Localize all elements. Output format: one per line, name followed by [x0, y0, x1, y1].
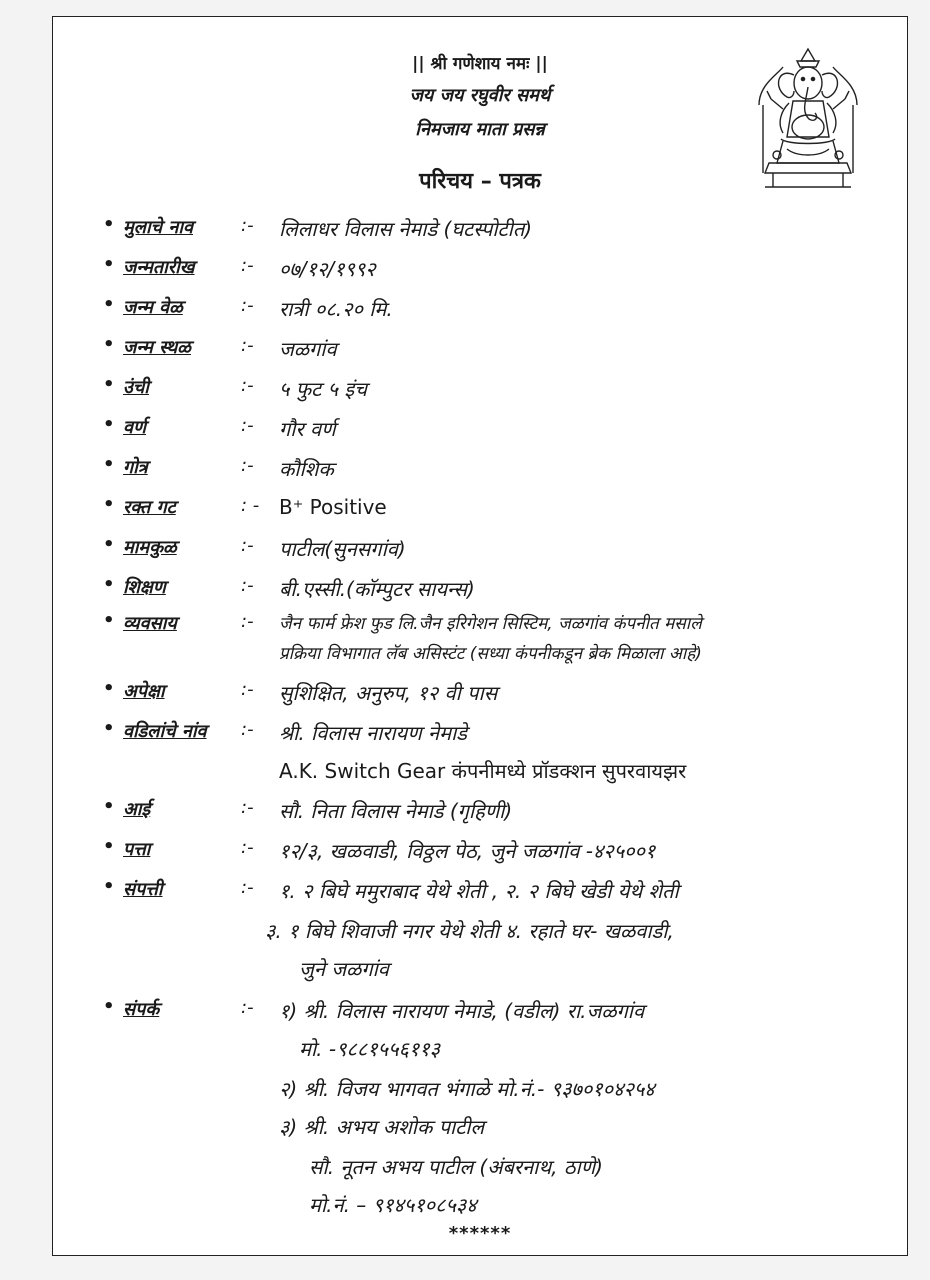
field-row: [53, 611, 907, 641]
biodata-page: [52, 16, 908, 1256]
blessing-line-1: जय जय रघुवीर समर्थ: [409, 85, 551, 106]
field-row: [53, 455, 907, 485]
field-label: जन्म वेळ: [123, 297, 183, 318]
contact-line-5: सौ. नूतन अभय पाटील (अंबरनाथ, ठाणे): [309, 1155, 603, 1179]
ganesha-illustration: [753, 45, 863, 195]
field-separator: : -: [241, 495, 260, 516]
bullet-icon: •: [103, 718, 115, 739]
field-row: [53, 877, 907, 907]
field-separator: :-: [241, 679, 254, 700]
field-separator: :-: [241, 837, 254, 858]
field-value: रात्री ०८.२० मि.: [279, 297, 393, 321]
bullet-icon: •: [103, 796, 115, 817]
property-line-3: जुने जळगांव: [299, 957, 389, 981]
field-value: ५ फुट ५ इंच: [279, 377, 367, 401]
bullet-icon: •: [103, 294, 115, 315]
field-label: उंची: [123, 377, 149, 398]
contact-line-4: ३) श्री. अभय अशोक पाटील: [279, 1115, 485, 1139]
field-label: रक्त गट: [123, 497, 176, 518]
field-separator: :-: [241, 255, 254, 276]
bullet-icon: •: [103, 574, 115, 595]
field-label: शिक्षण: [123, 577, 166, 598]
father-occupation: A.K. Switch Gear कंपनीमध्ये प्रॉडक्शन सुपरवायझर: [279, 759, 687, 783]
invocation-line: || श्री गणेशाय नमः ||: [412, 54, 548, 74]
field-label: व्यवसाय: [123, 613, 177, 634]
field-label: मामकुळ: [123, 537, 177, 558]
field-separator: :-: [241, 375, 254, 396]
bullet-icon: •: [103, 214, 115, 235]
field-value: पाटील(सुनसगांव): [279, 537, 406, 561]
field-row: [53, 495, 907, 525]
field-label: आई: [123, 799, 151, 820]
bullet-icon: •: [103, 414, 115, 435]
field-row: [53, 575, 907, 605]
field-row: [53, 375, 907, 405]
field-value: गौर वर्ण: [279, 417, 336, 441]
field-row: [53, 415, 907, 445]
field-row: [53, 679, 907, 709]
field-value: १) श्री. विलास नारायण नेमाडे, (वडील) रा.जळगांव: [279, 999, 645, 1023]
field-value: सुशिक्षित, अनुरुप, १२ वी पास: [279, 681, 498, 705]
field-separator: :-: [241, 575, 254, 596]
field-value: लिलाधर विलास नेमाडे (घटस्पोटीत): [279, 217, 533, 241]
page-title: परिचय – पत्रक: [419, 169, 541, 194]
field-separator: :-: [241, 611, 254, 632]
bullet-icon: •: [103, 876, 115, 897]
field-value: १. २ बिघे ममुराबाद येथे शेती , २. २ बिघे खेडी येथे शेती: [279, 879, 679, 903]
field-separator: :-: [241, 335, 254, 356]
field-value: B⁺ Positive: [279, 495, 387, 519]
field-value: सौ. निता विलास नेमाडे (गृहिणी): [279, 799, 513, 823]
bullet-icon: •: [103, 996, 115, 1017]
field-separator: :-: [241, 455, 254, 476]
field-label: जन्मतारीख: [123, 257, 195, 278]
field-label: पत्ता: [123, 839, 151, 860]
field-row: [53, 255, 907, 285]
field-label: मुलाचे नाव: [123, 217, 193, 238]
blessing-line-2: निमजाय माता प्रसन्न: [415, 119, 545, 140]
field-value: बी.एस्सी.(कॉम्पुटर सायन्स): [279, 577, 475, 601]
field-separator: :-: [241, 877, 254, 898]
field-separator: :-: [241, 719, 254, 740]
field-value: जैन फार्म फ्रेश फुड लि.जैन इरिगेशन सिस्टिम, जळगांव कंपनीत मसाले: [279, 614, 702, 634]
contact-line-3: २) श्री. विजय भागवत भंगाळे मो.नं.- ९३७०१०४२५४: [279, 1077, 655, 1101]
field-separator: :-: [241, 415, 254, 436]
contact-line-6: मो.नं. – ९१४५१०८५३४: [309, 1193, 477, 1217]
bullet-icon: •: [103, 534, 115, 555]
field-value: जळगांव: [279, 337, 337, 361]
field-separator: :-: [241, 295, 254, 316]
bullet-icon: •: [103, 678, 115, 699]
footer-stars: ******: [448, 1223, 512, 1244]
occupation-line-2: प्रक्रिया विभागात लॅब असिस्टंट (सध्या कंपनीकडून ब्रेक मिळाला आहे): [279, 644, 702, 664]
property-line-2: ३. १ बिघे शिवाजी नगर येथे शेती ४. रहाते घर- खळवाडी,: [265, 919, 674, 943]
field-label: वडिलांचे नांव: [123, 721, 207, 742]
bullet-icon: •: [103, 334, 115, 355]
field-row: [53, 335, 907, 365]
field-value: ०७/१२/१९९२: [279, 257, 376, 281]
field-row: [53, 535, 907, 565]
contact-line-2: मो. -९८८१५५६११३: [299, 1037, 441, 1061]
field-row: [53, 997, 907, 1027]
field-row: [53, 797, 907, 827]
field-row: [53, 837, 907, 867]
field-label: अपेक्षा: [123, 681, 165, 702]
field-label: संपर्क: [123, 999, 160, 1020]
bullet-icon: •: [103, 254, 115, 275]
field-separator: :-: [241, 215, 254, 236]
field-row: [53, 719, 907, 749]
field-label: संपत्ती: [123, 879, 163, 900]
field-row: [53, 295, 907, 325]
field-label: वर्ण: [123, 417, 147, 438]
field-separator: :-: [241, 997, 254, 1018]
field-separator: :-: [241, 535, 254, 556]
bullet-icon: •: [103, 454, 115, 475]
field-separator: :-: [241, 797, 254, 818]
field-label: जन्म स्थळ: [123, 337, 191, 358]
bullet-icon: •: [103, 610, 115, 631]
bullet-icon: •: [103, 494, 115, 515]
bullet-icon: •: [103, 374, 115, 395]
field-value: १२/३, खळवाडी, विठ्ठल पेठ, जुने जळगांव -४२५००१: [279, 839, 656, 863]
field-value: कौशिक: [279, 457, 334, 481]
bullet-icon: •: [103, 836, 115, 857]
field-row: [53, 215, 907, 245]
field-label: गोत्र: [123, 457, 148, 478]
field-value: श्री. विलास नारायण नेमाडे: [279, 721, 467, 745]
